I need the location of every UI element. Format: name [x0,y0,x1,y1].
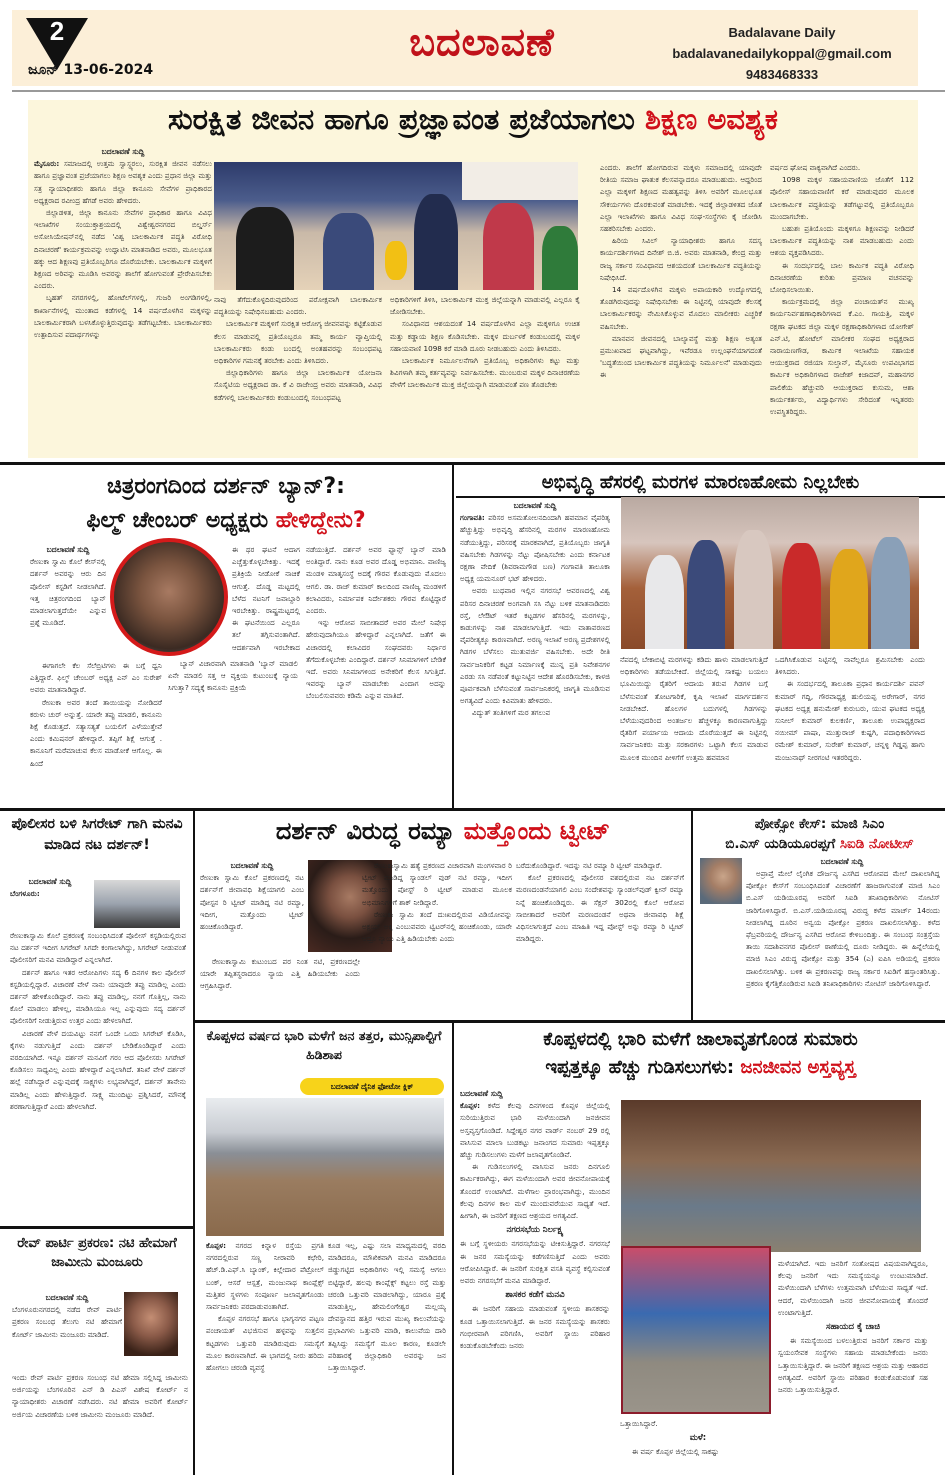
paragraph: ರೇಣುಕಾಸ್ವಾಮಿ ಕುಟುಂಬದ ಪರ ನಿಂತ ನಟಿ, ಪ್ರಕರಣದಲ್ಲೇ ಯಾರೇ ತಪ್ಪಿತಸ್ಥರಾದರೂ ನ್ಯಾಯ ಎತ್ತಿ ಹಿಡಿಯಬೇಕು ಎಂದು ಆಗ್ರಹಿಸಿದ್ದಾರೆ. [200,957,360,991]
section-divider [0,462,945,465]
tree-planting-photo [621,497,919,649]
darshan-ban-column-3 [306,544,446,806]
darshan-ban-column-1b [30,660,162,806]
newspaper-logo: ಬದಲಾವಣೆ [409,20,555,64]
trees-headline: ಅಭಿವೃದ್ಧಿ ಹೆಸರಲ್ಲಿ ಮರಗಳ ಮಾರಣಹೋಮ ನಿಲ್ಲಬೇಕು [456,470,945,498]
lead-column-5 [770,162,914,456]
darshan-photo [110,538,228,656]
huts-column-1 [460,1088,610,1472]
lead-paragraph: ಬೃಹತ್ ನಗರಗಳಲ್ಲಿ, ಹೋಟೆಲ್‌ಗಳಲ್ಲಿ, ಗುಜರಿ ಅಂಗಡಿಗಳಲ್ಲಿ, ಕಾರ್ಖಾನೆಗಳಲ್ಲಿ ಮುಂತಾದ ಕಡೆಗಳಲ್ಲಿ 14 ವರ್ಷದೊಳಗಿನ ಮಕ್ಕಳನ್ನು ಬಾಲಕಾರ್ಮಿಕರಾಗಿ ಬಳಸಿಕೊಳ್ಳುತ್ತಿರುವುದನ್ನು ತಡೆಗಟ್ಟಬೇಕು. ಬಾಲಕಾರ್ಮಿಕರು ಉತ್ಪಾದಿಸುವ ಪದಾರ್ಥಗಳನ್ನು [34,293,212,340]
lead-paragraph: ಅಧಿಕಾರಿಗಳಿಗೆ ತಿಳಿಸಿ, ಬಾಲಕಾರ್ಮಿಕ ಮುಕ್ತ ಜಿಲ್ಲೆಯನ್ನಾಗಿ ಮಾಡುವಲ್ಲಿ ಎಲ್ಲರೂ ಕೈ ಜೋಡಿಸಬೇಕು. [390,295,580,317]
dateline: ಕೊಪ್ಪಳ: [460,1101,481,1111]
lead-paragraph: ಬಾಲಕಾರ್ಮಿಕ ನಿರ್ಮೂಲನೆಗಾಗಿ ಪ್ರತಿಯೊಬ್ಬ ಅಧಿಕಾರಿಗಳು ಕಟ್ಟು ಮತ್ತು ಶಿವಿಗಳಾಗಿ ತಮ್ಮ ಕರ್ತವ್ಯವನ್ನು ನಿರ್ವಹಿಸಬೇಕು. ಮುಂಬರುವ ಮಕ್ಕಳ ದಿನಾಚರಣೆಯ ವೇಳೆಗೆ ಬಾಲಕಾರ್ಮಿಕ ಮುಕ್ತ ಜಿಲ್ಲೆಯನ್ನಾಗಿ ಮಾಡುವಂತೆ ಪಣ ತೊಡಬೇಕು [390,356,580,390]
paragraph: ರೇಣುಕಾ ಸ್ವಾಮಿ ತಂದೆ ದುಃಖದಲ್ಲಿರುವ ವಿಡಿಯೋವನ್ನು ಅಕ್ಷಯ್ ಅಕ್ಕಿ ಎಂಬುವವರು ಟ್ವಿಟರ್‌ನಲ್ಲಿ ಹಂಚಿಕೊಂಡು, ಯಾರೇ ಆದ್ರೂ ನ್ಯಾಯ ಎತ್ತಿ ಹಿಡಿಯಬೇಕು ಎಂದು [362,909,512,944]
paragraph: ರೇಣುಕಾ ಅವರ ತಂದೆ ತಾಯಿಯನ್ನು ನೋಡಿದರೆ ಕರುಳು ಚುರ್ ಅನ್ನುತ್ತೆ. ಯಾರೇ ತಪ್ಪು ಮಾಡಲಿ, ಕಾನೂನು ಶಿಕ್ಷೆ ಕೊಡುತ್ತದೆ. ಸತ್ಯಾಸತ್ಯತೆ ಬಯಲಿಗೆ ಎಳೆಯುತ್ತೇವೆ ಎಂದು ಕಮಿಷನರ್ ಹೇಳಿದ್ದಾರೆ. ತಪ್ಪಿಗೆ ಶಿಕ್ಷೆ ಆಗುತ್ತೆ . ಕಾನೂನಿಗೆ ಮರೆಮಾಚುವ ಕೆಲಸ ಮಾಡೋಕೆ ಆಗೊಲ್ಲ. ಈ ಹಿಂದೆ [30,697,162,768]
paragraph: ರೇಣುಕಾ ಸ್ವಾಮಿ ಕೊಲೆ ಪ್ರಕರಣದಲ್ಲಿ ನಟ ದರ್ಶನ್‌ಗೆ ಜೀವಾವಧಿ ಶಿಕ್ಷೆಯಾಗಲಿ ಎಂಬ ಪೋಸ್ಟನ ರಿ ಟ್ವೀಟ್ ಮಾಡಿದ್ದ ನಟಿ ರಮ್ಯಾ, ಇದೀಗ, ಮತ್ತೊಂದು ಟ್ವೀಟ್ ಹಂಚಿಕೊಂಡಿದ್ದಾರೆ. [200,873,304,932]
photo-click-tag: ಬದಲಾವಣೆ ದೈನಿಕ ಫೋಟೋ ಕ್ಲಿಕ್ [300,1078,444,1095]
huts-column-3 [778,1258,928,1472]
paragraph: ಈ ಥರ ಘಟನೆ ಆದಾಗ ಎಚ್ಚೆತ್ತುಕೊಳ್ಳಬೇಕಿತ್ತು. ಇದಕ್ಕೆ ಪ್ರತಿಕ್ರಿಯೆ ನೀಡೋಕೆ ನಾಚಿಕೆ ಆಗುತ್ತೆ. ದೊಡ್ಡ ಮಟ್ಟದಲ್ಲಿ ಬೆಳೆದ ನಟನಿಗೆ ಜವಾಬ್ದಾರಿ ಇರಬೇಕಿತ್ತು. ರಾಷ್ಟ್ರಮಟ್ಟದಲ್ಲಿ ಈ ಘಟನೆಯಿಂದ ಎಲ್ಲರೂ ತಲೆ ತಗ್ಗಿಸುವಂತಾಗಿದೆ. ಆದರ್ಶವಾಗಿ ಇರಬೇಕಾದ [232,545,300,652]
dateline: ಬೆಂಗಳೂರು: [10,889,40,899]
headline-red: ಹೇಳಿದ್ದೇನು? [275,508,366,533]
lead-column-4 [600,162,762,456]
paragraph: ಒತ್ತಾಯಿಸಿದ್ದಾರೆ. [620,1419,658,1428]
issue-date: ಜೂನ್ 13-06-2024 [28,62,154,78]
lead-column-3 [390,294,580,456]
cigarette-headline: ಪೊಲೀಸರ ಬಳಿ ಸಿಗರೇಟ್ ಗಾಗಿ ಮನವಿ ಮಾಡಿದ ನಟ ದರ್ಶನ್! [11,816,183,853]
cigarette-column-body [10,930,186,1222]
paragraph: ಬೆಂಗಳೂರುನಗರದಲ್ಲಿ ನಡೆದ ರೇವ್ ಪಾರ್ಟಿ ಪ್ರಕರಣ ಸಂಬಂಧ ತೆಲುಗು ನಟಿ ಹೇಮಾಗೆ ಕೋರ್ಟ್ ಜಾಮೀನು ಮಂಜೂರು ಮಾಡಿದೆ. [12,1305,122,1339]
paragraph: ಪರಿಸರ ಅಸಮತೋಲನದಿಂದಾಗಿ ಹವಮಾನ ವೈಪರಿತ್ಯ ಹೆಚ್ಚುತ್ತಿದ್ದು ಅಭಿವೃದ್ಧಿ ಹೆಸರಿನಲ್ಲಿ ಮರಗಳ ಮಾರಣಹೋಮ ನಡೆಯುತ್ತಿದ್ದು, ಪರಿಸರಕ್ಕೆ ಮಾರಕವಾಗಿದೆ, ಪ್ರತಿಯೊಬ್ಬರು ಜಾಗೃತಿ ವಹಿಸಬೇಕು ಗಿಡಗಳನ್ನು ನೆಟ್ಟು ಪೋಷಿಸಬೇಕು ಎಂದು ಕರ್ನಾಟಕ ರಕ್ಷಣಾ ವೇದಿಕೆ (ಶಿವರಾಮಗೌಡ ಬಣ) ಗಂಗಾವತಿ ತಾಲೂಕಾ ಅಧ್ಯಕ್ಷ ಯಮನೂರ್ ಭಟ್ ಹೇಳಿದರು. [460,513,610,584]
lead-headline [28,102,918,137]
paragraph: ರೇಣುಕಾಸ್ವಾಮಿ ಹತ್ಯೆ ಪ್ರಕರಣದ ವಿಚಾರವಾಗಿ ಮಂಗಳವಾರ ರಿ ಟ್ವೀಟ್ ಮಾಡಿದ್ದ ಸ್ಯಾಂಡಲ್ ವುಡ್ ನಟಿ ರಮ್ಯಾ, ಇದೀಗ ಮತ್ತೊಂದು ಪೋಸ್ಟ್ ರಿ ಟ್ವೀಟ್ ಮಾಡುವ ಮೂಲಕ ಅಭಿಮಾನಿಗಳಿಗೆ ಶಾಕ್ ನೀಡಿದ್ದಾರೆ. [362,861,512,907]
paragraph: ಈ ಗುಡಿಸಲುಗಳಲ್ಲಿ ವಾಸಿಸುವ ಜನರು ದಿನಗೂಲಿ ಕಾರ್ಮಿಕರಾಗಿದ್ದು, ಈಗ ಮಳೆಯಿಂದಾಗಿ ಅವರ ಜೀವನೋಪಾಯಕ್ಕೆ ತೊಂದರೆ ಉಂಟಾಗಿದೆ. ಮಳೆಗಾಲ ಪ್ರಾರಂಭವಾಗಿದ್ದು, ಮುಂದಿನ ಕೆಲವು ದಿನಗಳ ಕಾಲ ಮಳೆ ಮುಂದುವರೆಯುವ ಸಾಧ್ಯತೆ ಇದೆ. ಹೀಗಾಗಿ, ಈ ಜನರಿಗೆ ತಕ್ಷಣದ ಆಶ್ರಯದ ಅಗತ್ಯವಿದೆ. [460,1162,610,1221]
lead-paragraph: ಕಾರ್ಯಕ್ರಮದಲ್ಲಿ ಜಿಲ್ಲಾ ಪಂಚಾಯತ್‌ನ ಮುಖ್ಯ ಕಾರ್ಯನಿರ್ವಹಣಾಧಿಕಾರಿಗಳಾದ ಕೆ.ಎಂ. ಗಾಯತ್ರಿ, ಮಕ್ಕಳ ರಕ್ಷಣಾ ಘಟಕದ ಜಿಲ್ಲಾ ಮಕ್ಕಳ ರಕ್ಷಣಾಧಿಕಾರಿಗಳಾದ ಯೋಗೇಶ್ ಎನ್.ಟಿ, ಹೋಟೆಲ್ ಮಾಲೀಕರ ಸಂಘದ ಅಧ್ಯಕ್ಷರಾದ ನಾರಾಯಣಗೌಡ, ಕಾರ್ಮಿಕ ಇಲಾಖೆಯ ಸಹಾಯಕ ಆಯುಕ್ತರಾದ ರಜಿಯಾ ಸುಲ್ತಾನ್, ಮೈಸೂರು ಉಪವಿಭಾಗದ ಕಾರ್ಮಿಕ ಅಧಿಕಾರಿಗಳಾದ ರಾಜೇಶ್ ಕಿಜಾದವ್, ಮಹಾನಗರ ಪಾಲಿಕೆಯ ಹೆಚ್ಚುವರಿ ಆಯುಕ್ತರಾದ ಕುಸುಮ, ಆಶಾ ಕಾರ್ಯಕರ್ತರು, ವಿದ್ಯಾರ್ಥಿಗಳು ಸೇರಿದಂತೆ ಇನ್ನಿತರರು ಉಪಸ್ಥಿತರಿದ್ದರು. [770,297,914,417]
subheading: ಮಳೆ: [689,1433,707,1444]
flooded-hut-photo [621,1100,921,1252]
paragraph: ಒದಗಿಸಿಕೊಡುವ ನಿಟ್ಟಿನಲ್ಲಿ ನಾವೆಲ್ಲರೂ ಶ್ರಮಿಸಬೇಕು ಎಂದು ತಿಳಿಸಿದರು. [775,655,925,677]
lead-paragraph: ಜಿಲ್ಲಾಧಿಕಾರಿಗಳು ಹಾಗೂ ಜಿಲ್ಲಾ ಬಾಲಕಾರ್ಮಿಕ ಯೋಜನಾ ಸೊಸೈಟಿಯ ಅಧ್ಯಕ್ಷರಾದ ಡಾ. ಕೆ ವಿ ರಾಜೇಂದ್ರ ಅವರು ಮಾತನಾಡಿ, ವಿವಿಧ ಕಡೆಗಳಲ್ಲಿ ಬಾಲಕಾರ್ಮಿಕರು ಕಂಡುಬಂದಲ್ಲಿ ಸಂಬಂಧಪಟ್ಟ [214,368,382,402]
lead-column-1 [34,146,212,454]
paragraph: ಅವರು ಬುಧವಾರ ಇಲ್ಲಿನ ನಗರಸಭೆ ಆವರಣದಲ್ಲಿ ವಿಶ್ವ ಪರಿಸರ ದಿನಾಚರಣೆ ಅಂಗವಾಗಿ ಸಸಿ ನೆಟ್ಟು ಬಳಿಕ ಮಾತನಾಡಿದರು ರಸ್ತೆ, ಲೇಔಟ್ ಇತರೆ ಕಟ್ಟಡಗಳ ಹೆಸರಿನಲ್ಲಿ ಮರಗಳನ್ನು, ಕಾಡುಗಳನ್ನು ನಾಶ ಮಾಡಲಾಗುತ್ತಿದೆ. ಇದು ವಾತಾವರಣದ ವೈಪರೀತ್ಯಕ್ಕೂ ಕಾರಣವಾಗಿದೆ. ಅರಣ್ಯ ಇಲಾಖೆ ಅರಣ್ಯ ಪ್ರದೇಶಗಳಲ್ಲಿ ಗಿಡಗಳ ಬೆಳೆಸಲು ಮುತುವರ್ಜಿ ವಹಿಸಬೇಕು. ಅದೇ ರೀತಿ ಸಾರ್ವಜನಿಕರಿಗೆ ಕಟ್ಟಡ ನಿರ್ಮಾಣಕ್ಕೆ ಮುನ್ನ ಪ್ರತಿ ನಿವೇಶನಗಳ ಎರಡು ಸಸಿ ನಡೆವಂತೆ ಕಟ್ಟುನಿಟ್ಟಿನ ಆದೇಶ ಹೊರಡಿಸಬೇಕು, ಕಾಳಜಿ ಪೂರ್ವಕವಾಗಿ ಬೆಳೆಸುವಂತೆ ಸಾರ್ವಜನಿಕರಲ್ಲಿ ಜಾಗೃತಿ ಮೂಡಿಸುವ ಅಗತ್ಯವಿದೆ ಎಂದು ಕಿವಿಮಾತು ಹೇಳಿದರು. [460,586,610,706]
subheading: ಸಹಾಯದ ಕೈ ಚಾಚಿ [825,1322,881,1333]
lead-paragraph: ಸಂವಿಧಾನದ ಆಶಯದಂತೆ 14 ವರ್ಷದೊಳಗಿನ ಎಲ್ಲಾ ಮಕ್ಕಳಿಗೂ ಉಚಿತ ಮತ್ತು ಕಡ್ಡಾಯ ಶಿಕ್ಷಣ ಕೊಡಿಸಬೇಕು. ಮಕ್ಕಳ ದುರ್ಬಳಕೆ ಕಂಡುಬಂದಲ್ಲಿ ಮಕ್ಕಳ ಸಹಾಯವಾಣಿ 1098 ಕರೆ ಮಾಡಿ ದೂರು ನೀಡಬಹುದು ಎಂದು ತಿಳಿಸಿದರು. [390,319,580,353]
lead-event-photo [214,162,578,290]
paragraph: ಈಗಾಗಲೇ ಕೆಲ ಸೆಲೆಬ್ರಿಟಿಗಳು ಈ ಬಗ್ಗೆ ಧ್ವನಿ ಎತ್ತಿದ್ದಾರೆ. ಫಿಲ್ಮ್ ಚೇಂಬರ್ ಅಧ್ಯಕ್ಷ ಎನ್ ಎಂ ಸುರೇಶ್ ಅವರು ಮಾತನಾಡಿದ್ದಾರೆ. [30,661,162,695]
byline: ಬದಲಾವಣೆ ಸುದ್ದಿ [460,1089,503,1098]
byline: ಬದಲಾವಣೆ ಸುದ್ದಿ [45,1293,89,1302]
headline-black: ದರ್ಶನ್ ವಿರುದ್ಧ ರಮ್ಯಾ [275,817,456,845]
koppal-rain-headline: ಕೊಪ್ಪಳದ ವರ್ಷದ ಭಾರಿ ಮಳೆಗೆ ಜನ ತತ್ತರ, ಮುನ್ಸಿಪಾಲ್ಟಿಗೆ ಹಿಡಿಶಾಪ [206,1028,442,1062]
headline-line: ಕೊಪ್ಪಳದಲ್ಲಿ ಭಾರಿ ಮಳೆಗೆ ಜಾಲಾವೃತಗೊಂಡ ಸುಮಾರು [543,1029,858,1050]
paragraph: ನೆಪದಲ್ಲಿ ಬೇಕಾಬಿಟ್ಟಿ ಮರಗಳನ್ನು ಕಡಿದು ಹಾಳು ಮಾಡಲಾಗುತ್ತಿದೆ ಅಧಿಕಾರಿಗಳು ತಡೆಯಬೇಕಿದೆ. ಜಿಲ್ಲೆಯಲ್ಲಿ ಸಾಕಷ್ಟು ಬಯಲು ಭೂಮಿಯಿದ್ದು ರೈತರಿಗೆ ಆದಾಯ ತರುವ ಗಿಡಗಳ ಬಗ್ಗೆ ಬೆಳೆಸುವಂತೆ ತೋಟಗಾರಿಕೆ, ಕೃಷಿ ಇಲಾಖೆ ಮಾರ್ಗದರ್ಶನ ನೀಡಬೇಕಿದೆ. ಹೊಲಗಳ ಬದುಗಳಲ್ಲಿ ಗಿಡಗಳನ್ನು ಬೆಳೆಯುವುದರಿಂದ ಅಂತರ್ಜಲ ಹೆಚ್ಚಳಕ್ಕೂ ಕಾರಣವಾಗುತ್ತಿದ್ದು ರೈತರಿಗೆ ಪರ್ಯಾಯ ಆದಾಯ ದೊರೆಯುತ್ತದೆ ಈ ನಿಟ್ಟಿನಲ್ಲಿ ಸಾರ್ವಜನಿಕರು ಮತ್ತು ಸರಕಾರಗಳು ಒಟ್ಟಾಗಿ ಕೆಲಸ ಮಾಡುವ ಮೂಲಕ ಮುಂದಿನ ಪೀಳಿಗೆಗೆ ಉತ್ತಮ ಹವಮಾನ [620,655,768,762]
paragraph: ನಗರದ ಕಿನ್ನಾಳ ರಸ್ತೆಯ ಪ್ರಗತಿ ನಗರದಲ್ಲಿರುವ ಸಣ್ಣ ನೀರಾವರಿ ಕಛೇರಿ, ಹೆಚ್.ಡಿ.ಎಫ್.ಸಿ ಬ್ಯಾಂಕ್, ಕಿಲ್ಲೇದಾರ ಪೆಟ್ರೋಲ್ ಬಂಕ್, ಆಸರೆ ಆಸ್ಪತ್ರೆ, ಮಂಜುನಾಥ ಕಾಂಪ್ಲೆಕ್ಸ್ ಮತ್ತಿತರ ಸ್ಥಳಗಳು ಸಂಪೂರ್ಣ ಜಲಾವೃತಗೊಂಡು ಸಾರ್ವಜನಿಕರು ಪರದಾಡುವಂತಾಗಿದೆ. [206,1241,324,1312]
contact-phone: 9483468333 [745,67,819,82]
hema-photo [124,1292,178,1356]
paragraph: ಕೂಡ ಇಲ್ಲ, ಎಷ್ಟು ಸಲಾ ಮಾಧ್ಯಮದಲ್ಲಿ ವರದಿ ಮಾಡಿದರೂ, ಮೌಖಿಕವಾಗಿ ಮನವಿ ಮಾಡಿದರೂ ಜಿಡ್ಡುಗಟ್ಟಿದ ಅಧಿಕಾರಿಗಳು ಇಲ್ಲಿ ಸಮಸ್ಯೆ ಆಗಲು ಬಿಟ್ಟಿದ್ದಾರೆ, ಹಲವು ಕಾಂಪ್ಲೆಕ್ಸ್ ಕಟ್ಟಲು ರಸ್ತೆ ಮತ್ತು ಚರಂಡಿ ಒತ್ತುವರಿ ಮಾಡಲಾಗಿದ್ದು, ಯಾರೂ ಪ್ರಶ್ನೆ ಮಾಡುತ್ತಿಲ್ಲ, ಹೇಮಲಿಂಗೇಶ್ವರ ಮಲ್ಲಯ್ಯ ದೇವಸ್ಥಾನದ ಹತ್ತಿರ ಇರುವ ಮುಖ್ಯ ಕಾಲುವೆಯನ್ನು ಪ್ರಭಾವಿಗಳು ಒತ್ತುವರಿ ಮಾಡಿ, ಕಾಲುವೆಯ ದಾರಿ ತಪ್ಪಿಸಿದ್ದು ಸಮಸ್ಯೆಗೆ ಮೂಲ ಕಾರಣ, ಕೂಡಲೇ ಪರಿಹಾರಕ್ಕೆ ಜಿಲ್ಲಾಧಿಕಾರಿ ಅವರನ್ನು ಜನ ಒತ್ತಾಯಿಸಿದ್ದಾರೆ. [328,1241,446,1373]
contact-email[interactable]: badalavanedailykoppal@gmail.com [672,46,892,61]
lead-dateline: ಮೈಸೂರು: [34,159,60,169]
paragraph: ಇಂದು ರೇವ್ ಪಾರ್ಟಿ ಪ್ರಕರಣ ಸಂಬಂಧ ನಟಿ ಹೇಮಾ ಸಲ್ಲಿಸಿದ್ದ ಜಾಮೀನು ಅರ್ಜಿಯನ್ನು ಬೆಂಗಳೂರಿನ ಎನ್ ಡಿ ಪಿಎಸ್ ವಿಶೇಷ ಕೋರ್ಟ್ ನ ನ್ಯಾಯಾಧೀಶರು ವಿಚಾರಣೆ ನಡೆಸಿದರು. ನಟಿ ಹೇಮಾ ಅವರಿಗೆ ಕೋರ್ಟ್ ಅರ್ಜಿಯ ವಿಚಾರಣೆಯ ಬಳಿಕ ಜಾಮೀನು ಮಂಜೂರು ಮಾಡಿದೆ. [12,1373,188,1419]
koppal-rain-column-2 [328,1240,446,1472]
headline-line: ಚಿತ್ರರಂಗದಿಂದ ದರ್ಶನ್ ಬ್ಯಾನ್?: [107,474,345,499]
byline: ಬದಲಾವಣೆ ಸುದ್ದಿ [513,501,557,510]
koppal-rain-column-1 [206,1240,324,1472]
paragraph: ಈ ಸಂದರ್ಭದಲ್ಲಿ ತಾಲೂಕಾ ಪ್ರಧಾನ ಕಾರ್ಯದರ್ಶಿ ಪವನ್ ಕುಮಾರ್ ಗದ್ದಿ, ಗೌರವಾಧ್ಯಕ್ಷ ಹುಲಿಯಪ್ಪ ಅರೇಗಾರ್, ನಗರ ಘಟಕದ ಅಧ್ಯಕ್ಷ ಹನುಮೇಶ್ ಕುರುಬರು, ಯುವ ಘಟಕದ ಅಧ್ಯಕ್ಷ ಸುನೀಲ್ ಕುಮಾರ್ ಕುಲಕರ್ಣಿ, ತಾಲೂಕು ಉಪಾಧ್ಯಕ್ಷರಾದ ನಯೀಮ್ ಪಾಷಾ, ಮುತ್ತುರಾಜ್ ಕುಷ್ಟಗಿ, ಪದಾಧಿಕಾರಿಗಳಾದ ರಮೇಶ್ ಕುಮಾರ್, ಸುರೇಶ್ ಕುಮಾರ್, ಚನ್ನಳ್ಳಿ ಗಿಡ್ಡಪ್ಪ ಹಾಗು ಮಂಜುನಾಥ್ ನೀರಗಂಟಿ ಇತರರಿದ್ದರು. [775,679,925,762]
headline-red: ಜನಜೀವನ ಅಸ್ತವ್ಯಸ್ತ [740,1057,856,1078]
dateline: ಕೊಪ್ಪಳ: [206,1241,227,1250]
lead-headline-red: ಶಿಕ್ಷಣ ಅವಶ್ಯಕ [645,102,778,136]
paragraph: ಇನ್ನು ಆರೋಪ ಸಾಬೀತಾದರೆ ಅವರ ಮೇಲೆ ನಿಷೇಧ ಹೇರುವುದಾಗಿಯೂ ಹೇಳಿದ್ದಾರೆ ಎನ್ನಲಾಗಿದೆ. ಜತೆಗೆ ಈ ವಿಚಾರದಲ್ಲಿ ಕಲಾವಿದರ ಸಂಘದವರು ನಿರ್ಧಾರ ತೆಗೆದುಕೊಳ್ಳಬೇಕು ಎಂದಿದ್ದಾರೆ. ದರ್ಶನ್ ಸಿನಿಮಾಗಳಿಗೆ ಬೇಡಿಕೆ ಇದೆ. ಅವರು ಸಿನಿಮಾಗಳಿಂದ ಅನೇಕರಿಗೆ ಕೆಲಸ ಸಿಗುತ್ತಿದೆ. ಇವರನ್ನು ಬ್ಯಾನ್ ಮಾಡಬೇಕು ಎಂದಾಗ ಅದನ್ನು ಬೆಂಬಲಿಸುವವರು ಕಡಿಮೆ ಎನ್ನುವ ಮಾತಿದೆ. [306,618,446,701]
paragraph: ವಿಚಾರಣೆ ವೇಳೆ ದಯವಿಟ್ಟು ನನಗೆ ಒಂದೇ ಒಂದು ಸಿಗರೇಟ್ ಕೊಡಿಸಿ, ಕೈಗಳು ನಡುಗುತ್ತಿದೆ ಎಂದು ದರ್ಶನ್ ಬೇಡಿಕೊಂಡಿದ್ದಾರೆ ಎಂದು ವರದಿಯಾಗಿದೆ. ಇನ್ನೂ ದರ್ಶನ್ ಮನವಿಗೆ ಗರಂ ಆದ ಪೊಲೀಸರು ಸಿಗರೇಟ್ ಕೊಡಿಸಲು ಸಾಧ್ಯವಿಲ್ಲ ಎಂದು ಹೇಳಿದ್ದಾರೆ ಎನ್ನಲಾಗಿದೆ. ತನಿಖೆ ವೇಳೆ ದರ್ಶನ್ ಹಲ್ಲೆ ನಡೆಸಿದ್ದಾರೆ ಎನ್ನುವುದಕ್ಕೆ ಸಾಕ್ಷ್ಯಗಳು ಲಭ್ಯವಾಗಿದ್ದರೆ, ದರ್ಶನ್ ತಾನೇನು ಮಾಡಿಲ್ಲ ಎಂದು ಹೇಳುತ್ತಿದ್ದಾರೆ. ಸಾಕ್ಷ್ಯ ಮುಂದಿಟ್ಟು ಪ್ರಶ್ನಿಸಿದರೆ, ಮೌನಕ್ಕೆ ಶರಣಾಗುತ್ತಿದ್ದಾರೆ ಎಂದು ಹೇಳಲಾಗಿದೆ. [10,1028,186,1111]
darshan-ban-column-2b [168,658,298,806]
paragraph: ಈ ಸಮಸ್ಯೆಯಿಂದ ಬಳಲುತ್ತಿರುವ ಜನರಿಗೆ ಸರ್ಕಾರ ಮತ್ತು ಸ್ವಯಂಸೇವಕ ಸಂಸ್ಥೆಗಳು ಸಹಾಯ ಮಾಡಬೇಕೆಂದು ಜನರು ಒತ್ತಾಯಿಸುತ್ತಿದ್ದಾರೆ. ಈ ಜನರಿಗೆ ತಕ್ಷಣದ ಆಶ್ರಯ ಮತ್ತು ಆಹಾರದ ಅಗತ್ಯವಿದೆ. ಅವರಿಗೆ ಸ್ಥಾಯಿ ಪರಿಹಾರ ಕಂಡುಕೊಡುವಂತೆ ಸಹ ಜನರು ಒತ್ತಾಯಿಸುತ್ತಿದ್ದಾರೆ. [778,1336,928,1395]
lead-paragraph: ಈ ಸಂದರ್ಭದಲ್ಲಿ ಬಾಲ ಕಾರ್ಮಿಕ ಪದ್ಧತಿ ವಿರೋಧಿ ದಿನಾಚರಣೆಯ ಕುರಿತು ಪ್ರಮಾಣ ವಚನವನ್ನು ಬೋಧಿಸಲಾಯಿತು. [770,260,914,295]
column-divider [452,1020,454,1475]
ramya-column-3 [516,860,684,1016]
ramya-column-2 [362,860,512,1016]
trees-column-2 [620,654,768,806]
paragraph: ಕೊಲೆ ಪ್ರಕರಣದಲ್ಲಿ ಪೊಲೀಸರ ವಶದಲ್ಲಿರುವ ನಟ ದರ್ಶನ್‌ಗೆ ಮರಣದಂಡನೆಯಾಗಲಿ ಎಂಬ ಸಂದೇಶವನ್ನು ಸ್ಯಾಂಡಲ್‌ವುಡ್ ಕ್ವೀನ್ ರಮ್ಯಾ ನಿನ್ನೆ ಹಂಚಿಕೊಂಡಿದ್ದರು. ಈ ಸೆಕ್ಷನ್ 302ರಲ್ಲಿ ಕೊಲೆ ಆರೋಪ ಸಾಬೀತಾದರೆ ಅವರಿಗೆ ಮರಣದಂಡನೆ ಅಥವಾ ಜೀವಾವಧಿ ಶಿಕ್ಷೆ ವಿಧಿಸಲಾಗುತ್ತದೆ ಎಂಬ ಮಾಹಿತಿ ಇದ್ದ ಪೋಸ್ಟ್ ಅನ್ನು ರಮ್ಯಾ ರಿ ಟ್ವೀಟ್ ಮಾಡಿದ್ದರು. [516,873,684,944]
masthead-divider [12,90,945,92]
flooded-hut-interior-photo [621,1246,771,1414]
lead-byline: ಬದಲಾವಣೆ ಸುದ್ದಿ [101,147,145,156]
byline: ಬದಲಾವಣೆ ಸುದ್ದಿ [230,861,274,870]
huts-headline [456,1026,945,1082]
lead-headline-black: ಸುರಕ್ಷಿತ ಜೀವನ ಹಾಗೂ ಪ್ರಜ್ಞಾವಂತ ಪ್ರಜೆಯಾಗಲು [168,102,635,136]
headline-line: ಇಪ್ಪತ್ತಕ್ಕೂ ಹೆಚ್ಚು ಗುಡಿಸಲುಗಳು: [545,1057,735,1078]
headline-line: ಫಿಲ್ಮ್ ಚೇಂಬರ್ ಅಧ್ಯಕ್ಷರು [86,508,269,533]
ramya-column-1 [200,860,304,956]
section-divider [0,808,945,811]
section-divider [0,1226,194,1229]
paragraph: ನಡೆಯುತ್ತಿದೆ. ದರ್ಶನ್ ಅವರ ಫ್ಯಾನ್ಸ್ ಬ್ಯಾನ್ ಮಾಡಿ ಅಂತಿದ್ದಾರೆ. ನಾನು ಕೂಡ ಅವರ ದೊಡ್ಡ ಅಭಿಮಾನಿ. ವಾಣಿಜ್ಯ ಮಂಡಳಿ ಮಾತೃಸಂಸ್ಥೆ ಅದಕ್ಕೆ ಗೌರವ ಕೊಡುವುದು ಮೊದಲು ಆಗಲಿ. ಡಾ. ರಾಜ್ ಕುಮಾರ್ ಕಾಲದಿಂದ ವಾಣಿಜ್ಯ ಮಂಡಳಿಗೆ ಕಲಾವಿದರು, ನಿರ್ಮಾಪಕ ನಿರ್ದೇಶಕರು ಗೌರವ ಕೊಟ್ಟಿದ್ದಾರೆ ಎಂದರು. [306,545,446,616]
lead-paragraph: ಬಾಲಕಾರ್ಮಿಕ ಮಕ್ಕಳಿಗೆ ಸುರಕ್ಷಿತ ಆರೋಗ್ಯ ಜೀವನವನ್ನು ಕಟ್ಟಿಕೊಡುವ ಕೆಲಸ ಮಾಡುವಲ್ಲಿ ಪ್ರತಿಯೊಬ್ಬರೂ ತಮ್ಮ ಕಾರ್ಯ ವ್ಯಾಪ್ತಿಯಲ್ಲಿ ಬಾಲಕಾರ್ಮಿಕರು ಕಂಡು ಬಂದಲ್ಲಿ ಅಂತಹವರನ್ನು ಸಂಬಂಧಪಟ್ಟ ಅಧಿಕಾರಿಗಳ ಗಮನಕ್ಕೆ ತರಬೇಕು ಎಂದು ತಿಳಿಸಿದರು. [214,319,382,366]
paragraph: ಕೊಪ್ಪಳ ನಗರಸಭೆ ಹಾಗೂ ಭಾಗ್ಯನಗರ ಪಟ್ಟಣ ಪಂಚಾಯತ್ ವಿಭಜಿಸುವ ಹಳ್ಳವನ್ನು ಸುತ್ತಲಿನ ಕಟ್ಟಡಗಳು ಒತ್ತುವರಿ ಮಾಡಿರುವುದು ಸಮಸ್ಯೆಗೆ ಮೂಲ ಕಾರಣವಾಗಿದೆ. ಈ ಭಾಗದಲ್ಲಿ ನೀರು ಹರಿದು ಹೋಗಲು ಚರಂಡಿ ವ್ಯವಸ್ಥೆ [206,1314,324,1373]
byline: ಬದಲಾವಣೆ ಸುದ್ದಿ [46,545,90,554]
rave-column-top [12,1292,122,1372]
paragraph: ಈ ಜನರಿಗೆ ಸಹಾಯ ಮಾಡುವಂತೆ ಸ್ಥಳೀಯ ಶಾಸಕರನ್ನು ಕೂಡ ಒತ್ತಾಯಿಸಲಾಗುತ್ತಿದೆ. ಈ ಜನರ ಸಮಸ್ಯೆಯನ್ನು ಶಾಸಕರು ಗಂಭೀರವಾಗಿ ಪರಿಗಣಿಸಿ, ಅವರಿಗೆ ಸ್ಥಾಯಿ ಪರಿಹಾರ ಕಂಡುಕೊಡಬೇಕೆಂದು ಜನರು [460,1304,610,1351]
lead-paragraph: 14 ವರ್ಷದೊಳಗಿನ ಮಕ್ಕಳು ಅಪಾಯಕಾರಿ ಉದ್ಯೋಗದಲ್ಲಿ ತೊಡಗಿರುವುದನ್ನು ನಿಷೇಧಿಸಬೇಕು ಈ ನಿಟ್ಟಿನಲ್ಲಿ ಯಾವುದೇ ಕೆಲಸಕ್ಕೆ ಬಾಲಕಾರ್ಮಿಕರನ್ನು ನೇಮಿಸಿಕೊಳ್ಳುವ ಮೊದಲು ಮಾಲೀಕರು ಎಚ್ಚರಿಕೆ ವಹಿಸಬೇಕು. [600,285,762,331]
paragraph: ರೇಣುಕಾ ಸ್ವಾಮಿ ಕೊಲೆ ಕೇಸ್‌ನಲ್ಲಿ ದರ್ಶನ್ ಅವರನ್ನು ಆರು ದಿನ ಪೊಲೀಸ್ ಕಸ್ಟಡಿಗೆ ನೀಡಲಾಗಿದೆ. ಇತ್ತ ಚಿತ್ರರಂಗದಿಂದ ಬ್ಯಾನ್ ಮಾಡಲಾಗುತ್ತದೆಯೇ ಎನ್ನುವ ಪ್ರಶ್ನೆ ಮೂಡಿದೆ. [30,557,106,628]
column-divider [691,808,693,1022]
cigarette-column-top [10,876,90,938]
lead-paragraph: ಹಿರಿಯ ಸಿವಿಲ್ ನ್ಯಾಯಾಧೀಶರು ಹಾಗೂ ಸದಸ್ಯ ಕಾರ್ಯದರ್ಶಿಗಳಾದ ದಿನೇಶ್ ಬಿ.ಜಿ. ಅವರು ಮಾತನಾಡಿ, ಕೇಂದ್ರ ಮತ್ತು ರಾಜ್ಯ ಸರ್ಕಾರ ಸಂವಿಧಾನದ ಆಶಯದಂತೆ ಬಾಲಕಾರ್ಮಿಕ ಪದ್ಧತಿಯನ್ನು ನಿಷೇಧಿಸಿದೆ. [600,236,762,282]
dateline: ಗಂಗಾವತಿ: [460,513,485,523]
byline: ಬದಲಾವಣೆ ಸುದ್ದಿ [820,857,864,866]
masthead [12,10,918,86]
byline: ಬದಲಾವಣೆ ಸುದ್ದಿ [28,877,72,886]
ramya-headline [196,814,690,848]
darshan-ban-headline [0,470,452,538]
paragraph: ಅಪ್ರಾಪ್ತೆ ಮೇಲೆ ಲೈಂಗಿಕ ದೌರ್ಜನ್ಯ ಎಸಗಿದ ಆರೋಪದ ಮೇಲೆ ದಾಖಲಾಗಿದ್ದ ಪೋಕ್ಸೋ ಕೇಸ್‌ಗೆ ಸಂಬಂಧಿಸಿದಂತೆ ವಿಚಾರಣೆಗೆ ಹಾಜರಾಗುವಂತೆ ಮಾಜಿ ಸಿಎಂ ಬಿ.ಎಸ್ ಯಡಿಯೂರಪ್ಪ ಅವರಿಗೆ ಸಿಐಡಿ ತನಿಖಾಧಿಕಾರಿಗಳು ನೋಟಿಸ್ ಜಾರಿಗೊಳಿಸಿದ್ದಾರೆ. ಬಿ.ಎಸ್.ಯಡಿಯೂರಪ್ಪ ವಿರುದ್ಧ ಕಳೆದ ಮಾರ್ಚ್ 14ರಂದು ನೀಡಲಾಗಿದ್ದ ದೂರಿನ ಅನ್ವಯ ಪೋಕ್ಸೋ ಪ್ರಕರಣ ದಾಖಲಿಸಲಾಗಿತ್ತು. ಕಳೆದ ಫೆಬ್ರವರಿಯಲ್ಲಿ ದೌರ್ಜನ್ಯ ಎಸಗಿದ ಆರೋಪ ಕೇಳಿಬಂದಿತ್ತು. ಈ ಸಂಬಂಧ ಸಂತ್ರಸ್ತೆಯ ತಾಯಿ ಸದಾಶಿವನಗರ ಪೊಲೀಸ್ ಠಾಣೆಯಲ್ಲಿ ದೂರು ನೀಡಿದ್ದರು. ಈ ಹಿನ್ನೆಲೆಯಲ್ಲಿ ಮಾಜಿ ಸಿಎಂ ವಿರುದ್ಧ ಪೋಕ್ಸೋ ಮತ್ತು 354 (ಎ) ಐಪಿಸಿ ಅಡಿಯಲ್ಲಿ ಪ್ರಕರಣ ದಾಖಲಿಸಲಾಗಿತ್ತು. ಬಳಿಕ ಈ ಪ್ರಕರಣವನ್ನು ರಾಜ್ಯ ಸರ್ಕಾರ ಸಿಐಡಿಗೆ ಹಸ್ತಾಂತರಿಸಿತ್ತು. ಪ್ರಕರಣ ಕೈಗೆತ್ತಿಕೊಂಡಿರುವ ಸಿಐಡಿ ತನಿಖಾಧಿಕಾರಿಗಳು ನೋಟಿಸ್ ಜಾರಿಗೊಳಿಸಿದ್ದಾರೆ. [746,869,940,988]
paragraph: ಬ್ಯಾನ್ ವಿಚಾರವಾಗಿ ಮಾತನಾಡಿ 'ಬ್ಯಾನ್ ಮಾಡಲಿ ಏನೇ ಮಾಡಲಿ ಸತ್ತ ಆ ವ್ಯಕ್ತಿಯ ಕುಟುಂಬಕ್ಕೆ ನ್ಯಾಯ ಸಿಗುತ್ತಾ? ಸದ್ಯಕ್ಕೆ ಕಾನೂನು ಪ್ರಕ್ರಿಯೆ [168,659,298,693]
paragraph: ವಿದ್ಯುತ್ ತಂತಿಗಳಿಗೆ ಮರ ತಗಲುವ [472,708,551,718]
headline-red: ಸಿಐಡಿ ನೋಟೀಸ್ [839,836,914,852]
paragraph: ಈ ವರ್ಷ ಕೊಪ್ಪಳ ಜಿಲ್ಲೆಯಲ್ಲಿ ಸಾಕಷ್ಟು [632,1447,719,1457]
lead-story [28,100,918,458]
ramya-column-1b [200,956,360,1016]
column-divider [452,462,454,810]
section-divider [193,1020,945,1023]
paper-name: Badalavane Daily [728,25,836,40]
headline-line: ಪೋಕ್ಸೋ ಕೇಸ್: ಮಾಜಿ ಸಿಎಂ [754,816,885,832]
paragraph: ಈ ಬಗ್ಗೆ ಸ್ಥಳೀಯರು ನಗರಸಭೆಯನ್ನು ಟೀಕಿಸುತ್ತಿದ್ದಾರೆ. ನಗರಸಭೆ ಈ ಜನರ ಸಮಸ್ಯೆಯನ್ನು ಕಡೆಗಣಿಸುತ್ತಿದೆ ಎಂದು ಅವರು ಆರೋಪಿಸಿದ್ದಾರೆ. ಈ ಜನರಿಗೆ ಸುರಕ್ಷಿತ ವಸತಿ ವ್ಯವಸ್ಥೆ ಕಲ್ಪಿಸುವಂತೆ ಅವರು ನಗರಸಭೆಗೆ ಮನವಿ ಮಾಡಿದ್ದಾರೆ. [460,1239,610,1286]
paragraph: ಬರೆದುಕೊಂಡಿದ್ದಾರೆ. ಇದನ್ನು ನಟಿ ರಮ್ಯಾ ರಿ ಟ್ವೀಟ್ ಮಾಡಿದ್ದಾರೆ. [516,861,663,870]
page-number: 2 [49,16,65,46]
lead-paragraph: ನಾವು ತೆಗೆದುಕೊಳ್ಳದಿರುವುದರಿಂದ ಪರೋಕ್ಷವಾಗಿ ಬಾಲಕಾರ್ಮಿಕ ಪದ್ಧತಿಯನ್ನು ನಿಷೇಧಿಸಬಹುದು ಎಂದರು. [214,295,382,317]
lead-paragraph: ಜಿಲ್ಲಾಡಳಿತ, ಜಿಲ್ಲಾ ಕಾನೂನು ಸೇವೆಗಳ ಪ್ರಾಧಿಕಾರ ಹಾಗೂ ವಿವಿಧ ಇಲಾಖೆಗಳ ಸಂಯುಕ್ತಾಶ್ರಯದಲ್ಲಿ ವಿಶ್ವೇಶ್ವರನಗರದ ಬಿಲ್ಡರ್ಸ್ ಅಸೋಸಿಯೇಷನ್‌ನಲ್ಲಿ ನಡೆದ 'ವಿಶ್ವ ಬಾಲಕಾರ್ಮಿಕ ಪದ್ಧತಿ ವಿರೋಧಿ ದಿನಾಚರಣೆ' ಕಾರ್ಯಕ್ರಮವನ್ನು ಉದ್ಘಾಟಿಸಿ ಮಾತನಾಡಿದ ಅವರು, ಮೂಲಭೂತ ಹಕ್ಕು ಆದ ಶಿಕ್ಷಣವು ಪ್ರತಿಯೊಬ್ಬರಿಗೂ ದೊರೆಯಬೇಕು. ಬಾಲಕಾರ್ಮಿಕ ಮಕ್ಕಳಿಗೆ ಶಿಕ್ಷಣದ ಅರಿವನ್ನು ಮೂಡಿಸಿ ಅವರನ್ನು ಶಾಲೆಗೆ ಹೋಗುವಂತೆ ಪ್ರೇರೇಪಿಸಬೇಕು ಎಂದರು. [34,208,212,291]
pocso-headline [694,814,945,854]
subheading: ನಗರಸಭೆಯ ನಿರ್ಲಕ್ಷ್ಯ [506,1225,564,1236]
trees-column-1 [460,500,610,806]
lead-paragraph: ವರ್ಷದ ಘೋಷ ವಾಕ್ಯವಾಗಿದೆ ಎಂದರು. [770,163,861,172]
pocso-column-body [700,868,940,1016]
lead-paragraph: ಬಹುಶಃ ಪ್ರತಿಯೊಂದು ಮಕ್ಕಳಿಗೂ ಶಿಕ್ಷಣವನ್ನು ನೀಡಿದರೆ ಬಾಲಕಾರ್ಮಿಕ ಪದ್ಧತಿಯನ್ನು ನಾಶ ಮಾಡಬಹುದು ಎಂದು ಆಶಯ ವ್ಯಕ್ತಪಡಿಸಿದರು. [770,224,914,258]
lead-paragraph: ಮಾನವನ ಜೀವನದಲ್ಲಿ ಬಾಲ್ಯಾವಸ್ಥೆ ಮತ್ತು ಶಿಕ್ಷಣ ಅತ್ಯಂತ ಪ್ರಮುಖವಾದ ಘಟ್ಟವಾಗಿದ್ದು, ಇವೆರಡೂ ಉಲ್ಲಂಘನೆಯಾಗದಂತೆ 'ಬದ್ಧತೆಯಿಂದ ಬಾಲಕಾರ್ಮಿಕ ಪದ್ಧತಿಯನ್ನು ನಿರ್ಮೂಲನೆ' ಮಾಡುವುದು ಈ [600,333,762,380]
contact-block [652,22,912,85]
subheading: ಶಾಸಕರ ಕಡೆಗೆ ಮನವಿ [505,1290,565,1301]
huts-column-2 [620,1418,776,1472]
headline-line: ಬಿ.ಎಸ್ ಯಡಿಯೂರಪ್ಪಗೆ [725,836,836,852]
lead-column-2 [214,294,382,456]
rave-column-body [12,1372,188,1470]
paragraph: ಮಳೆಯಾಗಿದೆ. ಇದು ಜನರಿಗೆ ಸಂತೋಷದ ವಿಷಯವಾಗಿದ್ದರೂ, ಕೆಲವು ಜನರಿಗೆ ಇದು ಸಮಸ್ಯೆಯನ್ನೂ ಉಂಟುಮಾಡಿದೆ. ಮಳೆಯಿಂದಾಗಿ ಬೆಳೆಗಳು ಉತ್ತಮವಾಗಿ ಬೆಳೆಯುವ ಸಾಧ್ಯತೆ ಇದೆ. ಆದರೆ, ಮಳೆಯಿಂದಾಗಿ ಜನರ ಜೀವನೋಪಾಯಕ್ಕೆ ತೊಂದರೆ ಉಂಟಾಗುತ್ತಿದೆ. [778,1259,928,1317]
column-divider [193,808,195,1475]
lead-paragraph: ಸಮಾಜದಲ್ಲಿ ಉತ್ತಮ ಸ್ವಾಸ್ಥ್ಯರಲು, ಸುರಕ್ಷಿತ ಜೀವನ ನಡೆಸಲು ಹಾಗೂ ಪ್ರಜ್ಞಾವಂತ ಪ್ರಜೆಯಾಗಲು ಶಿಕ್ಷಣ ಅವಶ್ಯಕ ಎಂದು ಪ್ರಧಾನ ಜಿಲ್ಲಾ ಮತ್ತು ಸತ್ರ ನ್ಯಾಯಾಧೀಶರು ಹಾಗೂ ಜಿಲ್ಲಾ ಕಾನೂನು ಸೇವೆಗಳ ಪ್ರಾಧಿಕಾರದ ಅಧ್ಯಕ್ಷರಾದ ರವೀಂದ್ರ ಹೆಗಡೆ ಅವರು ಹೇಳಿದರು. [34,159,212,205]
darshan-police-photo [94,880,180,928]
lead-paragraph: ಎಂದರು. ಶಾಲೆಗೆ ಹೋಗದಿರುವ ಮಕ್ಕಳು ಸಮಾಜದಲ್ಲಿ ಯಾವುದೇ ರೀತಿಯ ಸಮಾಜ ಘಾತುಕ ಕೆಲಸವನ್ನಾದರೂ ಮಾಡಬಹುದು. ಆದ್ದರಿಂದ ಎಲ್ಲಾ ಮಕ್ಕಳಿಗೆ ಶಿಕ್ಷಣದ ಮಹತ್ವವನ್ನು ತಿಳಿಸಿ ಅವರಿಗೆ ಮೂಲಭೂತ ಸೌಕರ್ಯಗಳು ದೊರಕುವಂತೆ ಮಾಡಬೇಕು. ಇದಕ್ಕೆ ಜಿಲ್ಲಾಡಳಿತದ ಜೊತೆ ಎಲ್ಲಾ ಇಲಾಖೆಗಳು ಹಾಗೂ ವಿವಿಧ ಸಂಘ-ಸಂಸ್ಥೆಗಳು ಕೈ ಜೋಡಿಸಿ ಸಹಕರಿಸಬೇಕು ಎಂದರು. [600,163,762,234]
lead-paragraph: 1098 ಮಕ್ಕಳ ಸಹಾಯವಾಣಿಯ ಜೊತೆಗೆ 112 ಪೊಲೀಸ್ ಸಹಾಯವಾಣಿಗೆ ಕರೆ ಮಾಡುವುದರ ಮೂಲಕ ಬಾಲಕಾರ್ಮಿಕ ಪದ್ಧತಿಯನ್ನು ತಡೆಗಟ್ಟುವಲ್ಲಿ ಪ್ರತಿಯೊಬ್ಬರೂ ಮುಂದಾಗಬೇಕು. [770,175,914,221]
paragraph: ಕಳೆದ ಕೆಲವು ದಿನಗಳಿಂದ ಕೊಪ್ಪಳ ಜಿಲ್ಲೆಯಲ್ಲಿ ಸುರಿಯುತ್ತಿರುವ ಭಾರಿ ಮಳೆಯಿಂದಾಗಿ ಜನಜೀವನ ಅಸ್ತವ್ಯಸ್ತಗೊಂಡಿದೆ. ಸಿದ್ದೇಶ್ವರ ನಗರ ವಾರ್ಡ್ ನಂಬರ್ 29 ರಲ್ಲಿ ವಾಸಿಸುವ ಮಾಲಾ ಬುಡಕಟ್ಟು ಜನಾಂಗದ ಸುಮಾರು ಇಪ್ಪತ್ತಕ್ಕೂ ಹೆಚ್ಚು ಗುಡಿಸಲುಗಳು ಮಳೆಗೆ ಜಲಾವೃತಗೊಂಡಿವೆ. [460,1101,610,1160]
paragraph: ದರ್ಶನ್ ಹಾಗೂ ಇತರ ಆರೋಪಿಗಳು ಸದ್ಯ 6 ದಿನಗಳ ಕಾಲ ಪೊಲೀಸ್ ಕಸ್ಟಡಿಯಲ್ಲಿದ್ದಾರೆ. ವಿಚಾರಣೆ ವೇಳೆ ನಾನು ಯಾವುದೇ ತಪ್ಪು ಮಾಡಿಲ್ಲ ಎಂದು ದರ್ಶನ್ ಹೇಳಿಕೊಂಡಿದ್ದಾರೆ. ನಾನು ತಪ್ಪು ಮಾಡಿಲ್ಲ, ನನಗೆ ಗೊತ್ತಿಲ್ಲ, ನಾನು ಕೊಲೆ ಮಾಡಲು ಹೇಳಿಲ್ಲ, ಮಾಡಿಸಿಯೂ ಇಲ್ಲ ಎನ್ನುವುದು ಸದ್ಯ ದರ್ಶನ್ ಪೊಲೀಸರಿಗೆ ನೀಡುತ್ತಿರುವ ಉತ್ತರ ಎಂದು ಹೇಳಲಾಗಿದೆ. [10,967,186,1026]
paragraph: ರೇಣುಕಾಸ್ವಾಮಿ ಕೊಲೆ ಪ್ರಕರಣಕ್ಕೆ ಸಂಬಂಧಿಸಿದಂತೆ ಪೊಲೀಸ್ ಕಸ್ಟಡಿಯಲ್ಲಿರುವ ನಟ ದರ್ಶನ್ ಇದೀಗ ಸಿಗರೇಟ್ ಸಿಗದೇ ಕಂಗಾಲಾಗಿದ್ದು, ಸಿಗರೇಟ್ ನೀಡುವಂತೆ ಪೊಲೀಸರಿಗೆ ಮನವಿ ಮಾಡಿದ್ದಾರೆ ಎನ್ನಲಾಗಿದೆ. [10,931,186,965]
rave-headline: ರೇವ್ ಪಾರ್ಟಿ ಪ್ರಕರಣ: ನಟಿ ಹೇಮಾಗೆ ಜಾಮೀನು ಮಂಜೂರು [17,1236,177,1270]
headline-red: ಮತ್ತೊಂದು ಟ್ವೀಟ್ [463,817,611,845]
darshan-ban-column-2 [232,544,300,656]
trees-column-3 [775,654,925,806]
flooded-road-photo [206,1098,444,1236]
